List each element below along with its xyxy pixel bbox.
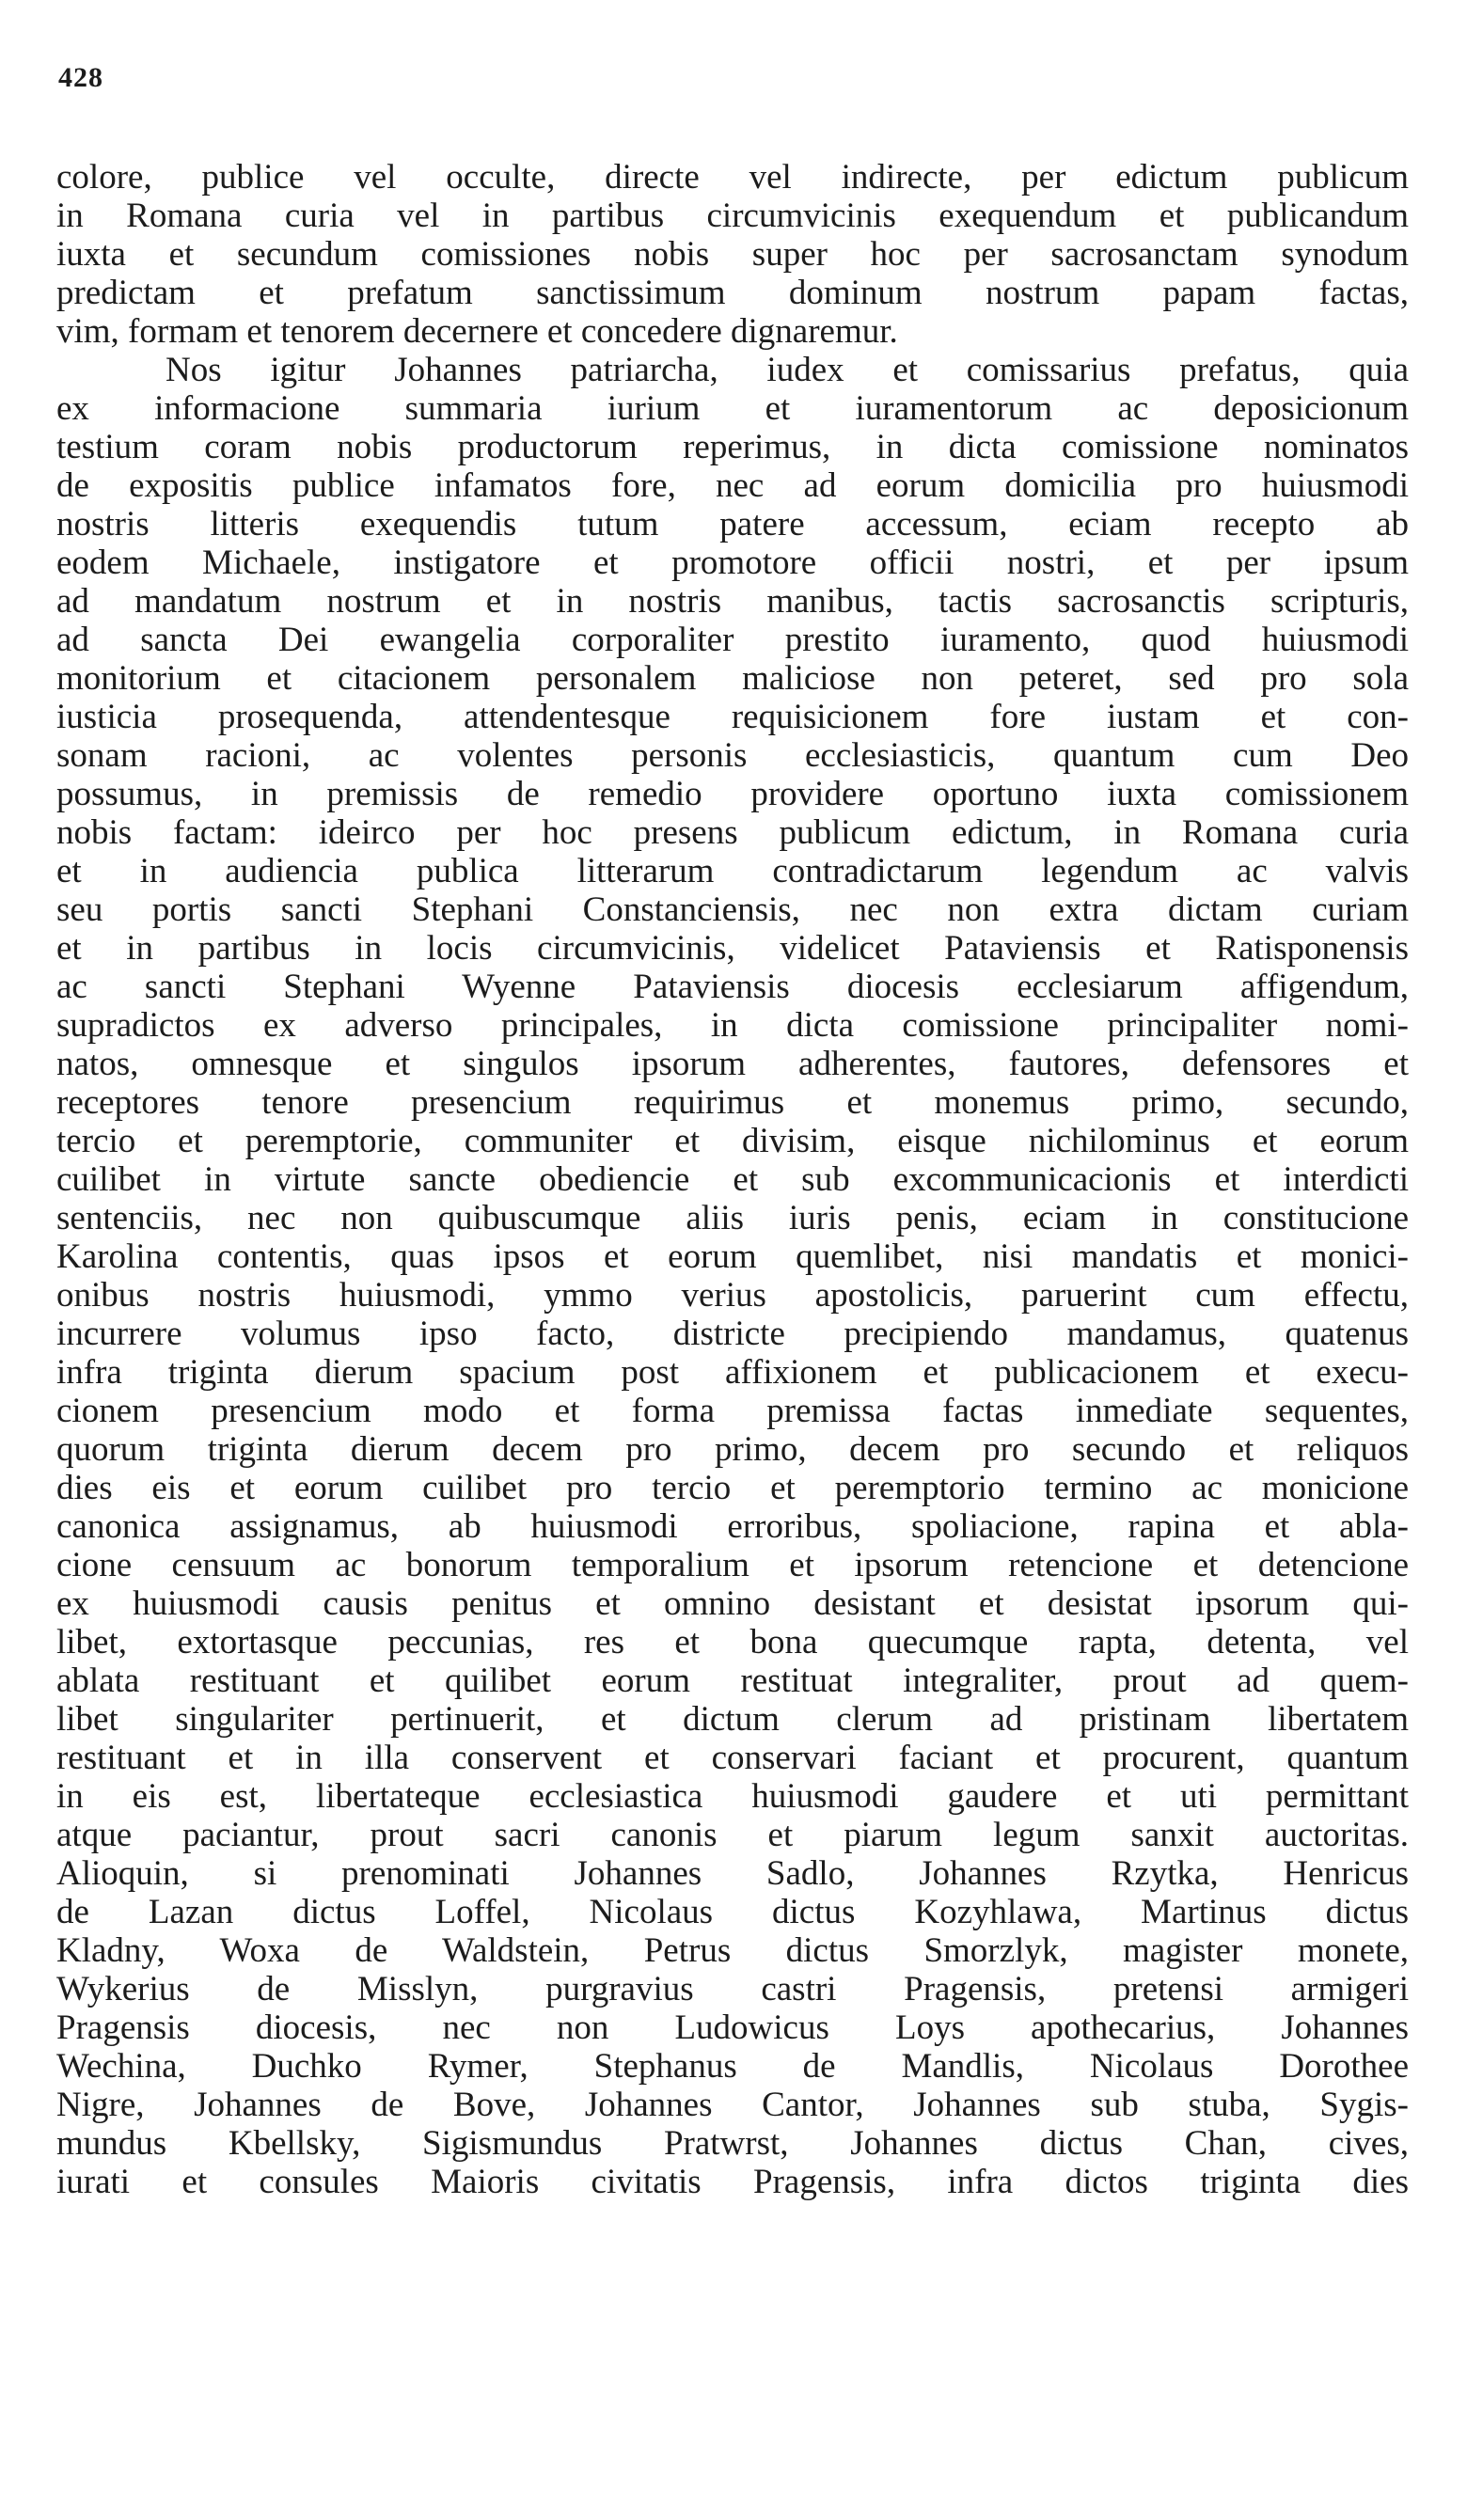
text-line: nobis factam: ideirco per hoc presens publicum edictum, in Romana curia [56, 813, 1409, 852]
text-line: colore, publice vel occulte, directe vel indirecte, per edictum publicum [56, 158, 1409, 197]
text-line: et in partibus in locis circumvicinis, videlicet Pataviensis et Ratisponensis [56, 929, 1409, 968]
text-line: de Lazan dictus Loffel, Nicolaus dictus Kozyhlawa, Martinus dictus [56, 1893, 1409, 1931]
text-line: Karolina contentis, quas ipsos et eorum quemlibet, nisi mandatis et monici- [56, 1237, 1409, 1276]
text-line: in Romana curia vel in partibus circumvicinis exequendum et publicandum [56, 197, 1409, 235]
text-line: onibus nostris huiusmodi, ymmo verius apostolicis, paruerint cum effectu, [56, 1276, 1409, 1315]
text-line: in eis est, libertateque ecclesiastica huiusmodi gaudere et uti permittant [56, 1777, 1409, 1816]
text-line: Wechina, Duchko Rymer, Stephanus de Mandlis, Nicolaus Dorothee [56, 2047, 1409, 2086]
text-line: predictam et prefatum sanctissimum dominum nostrum papam factas, [56, 274, 1409, 312]
text-line: ac sancti Stephani Wyenne Pataviensis diocesis ecclesiarum affigendum, [56, 968, 1409, 1006]
text-line: dies eis et eorum cuilibet pro tercio et peremptorio termino ac monicione [56, 1469, 1409, 1507]
text-line: ablata restituant et quilibet eorum restituat integraliter, prout ad quem- [56, 1662, 1409, 1700]
text-line: iurati et consules Maioris civitatis Pragensis, infra dictos triginta dies [56, 2163, 1409, 2201]
text-line: incurrere volumus ipso facto, districte precipiendo mandamus, quatenus [56, 1315, 1409, 1353]
text-line: sentenciis, nec non quibuscumque aliis iuris penis, eciam in constitucione [56, 1199, 1409, 1237]
text-line: cione censuum ac bonorum temporalium et ipsorum retencione et detencione [56, 1546, 1409, 1584]
text-line: canonica assignamus, ab huiusmodi erroribus, spoliacione, rapina et abla- [56, 1507, 1409, 1546]
text-line: natos, omnesque et singulos ipsorum adherentes, fautores, defensores et [56, 1045, 1409, 1083]
text-line: iusticia prosequenda, attendentesque requisicionem fore iustam et con- [56, 698, 1409, 736]
text-line: possumus, in premissis de remedio providere oportuno iuxta comissionem [56, 775, 1409, 813]
text-line: Nigre, Johannes de Bove, Johannes Cantor, Johannes sub stuba, Sygis- [56, 2086, 1409, 2124]
text-line: de expositis publice infamatos fore, nec ad eorum domicilia pro huiusmodi [56, 466, 1409, 505]
text-line: ad sancta Dei ewangelia corporaliter prestito iuramento, quod huiusmodi [56, 621, 1409, 659]
text-line: libet, extortasque peccunias, res et bona quecumque rapta, detenta, vel [56, 1623, 1409, 1662]
text-line: receptores tenore presencium requirimus et monemus primo, secundo, [56, 1083, 1409, 1122]
paragraph-start-line: Nos igitur Johannes patriarcha, iudex et comissarius prefatus, quia [166, 351, 1409, 389]
body-text [56, 158, 1409, 2201]
text-line: infra triginta dierum spacium post affixionem et publicacionem et execu- [56, 1353, 1409, 1392]
text-line: quorum triginta dierum decem pro primo, decem pro secundo et reliquos [56, 1430, 1409, 1469]
text-line: testium coram nobis productorum reperimus, in dicta comissione nominatos [56, 428, 1409, 466]
text-line: monitorium et citacionem personalem maliciose non peteret, sed pro sola [56, 659, 1409, 698]
text-line: seu portis sancti Stephani Constanciensis, nec non extra dictam curiam [56, 890, 1409, 929]
text-line: nostris litteris exequendis tutum patere accessum, eciam recepto ab [56, 505, 1409, 543]
text-line: et in audiencia publica litterarum contradictarum legendum ac valvis [56, 852, 1409, 890]
text-line: supradictos ex adverso principales, in dicta comissione principaliter nomi- [56, 1006, 1409, 1045]
text-line: Wykerius de Misslyn, purgravius castri Pragensis, pretensi armigeri [56, 1970, 1409, 2008]
text-line: restituant et in illa conservent et conservari faciant et procurent, quantum [56, 1739, 1409, 1777]
text-line: libet singulariter pertinuerit, et dictum clerum ad pristinam libertatem [56, 1700, 1409, 1739]
text-line: Alioquin, si prenominati Johannes Sadlo, Johannes Rzytka, Henricus [56, 1854, 1409, 1893]
text-line: tercio et peremptorie, communiter et divisim, eisque nichilominus et eorum [56, 1122, 1409, 1160]
text-line: ad mandatum nostrum et in nostris manibus, tactis sacrosanctis scripturis, [56, 582, 1409, 621]
text-line: ex huiusmodi causis penitus et omnino desistant et desistat ipsorum qui- [56, 1584, 1409, 1623]
text-line: mundus Kbellsky, Sigismundus Pratwrst, Johannes dictus Chan, cives, [56, 2124, 1409, 2163]
text-line: atque paciantur, prout sacri canonis et piarum legum sanxit auctoritas. [56, 1816, 1409, 1854]
page-number: 428 [58, 62, 103, 93]
text-line: ex informacione summaria iurium et iuramentorum ac deposicionum [56, 389, 1409, 428]
text-line: cuilibet in virtute sancte obediencie et sub excommunicacionis et interdicti [56, 1160, 1409, 1199]
text-line: sonam racioni, ac volentes personis ecclesiasticis, quantum cum Deo [56, 736, 1409, 775]
text-line: Kladny, Woxa de Waldstein, Petrus dictus Smorzlyk, magister monete, [56, 1931, 1409, 1970]
text-line: Pragensis diocesis, nec non Ludowicus Loys apothecarius, Johannes [56, 2008, 1409, 2047]
text-line: eodem Michaele, instigatore et promotore officii nostri, et per ipsum [56, 543, 1409, 582]
text-line: cionem presencium modo et forma premissa factas inmediate sequentes, [56, 1392, 1409, 1430]
text-line: vim, formam et tenorem decernere et concedere dignaremur. [56, 312, 898, 351]
text-line: iuxta et secundum comissiones nobis super hoc per sacrosanctam synodum [56, 235, 1409, 274]
